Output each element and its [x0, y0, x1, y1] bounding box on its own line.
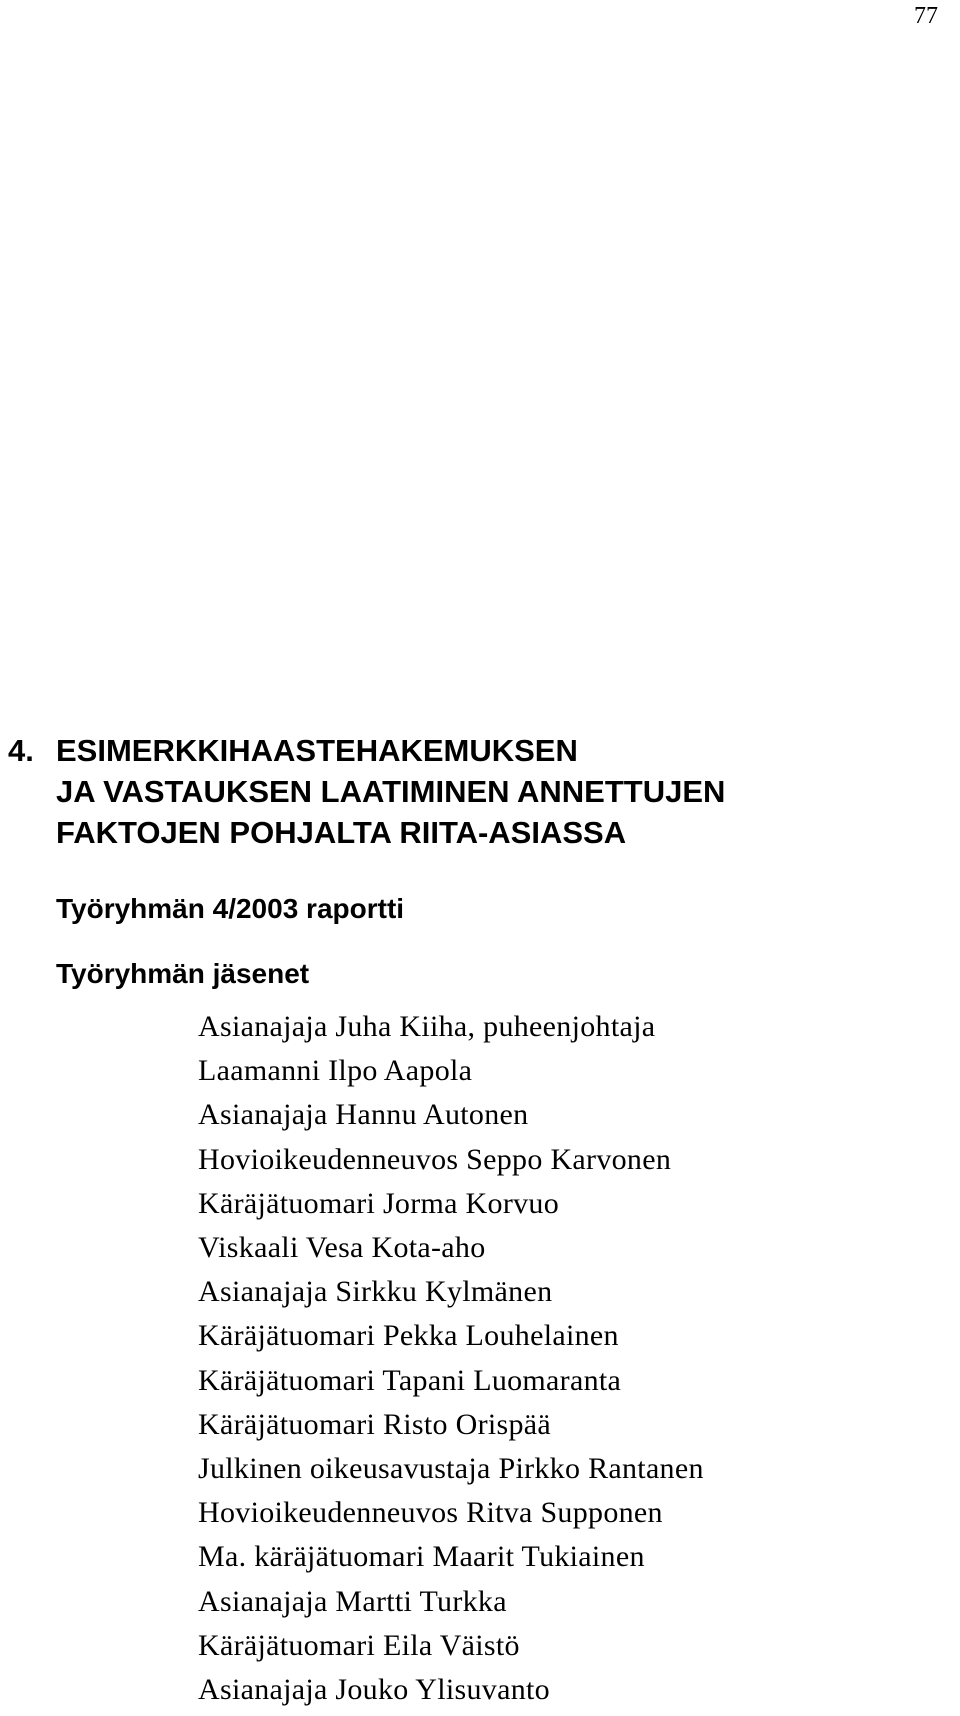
member-item: Käräjätuomari Risto Orispää — [198, 1407, 551, 1441]
chapter-heading — [8, 730, 908, 853]
member-item: Käräjätuomari Eila Väistö — [198, 1628, 520, 1662]
members-heading: Työryhmän jäsenet — [56, 958, 310, 989]
chapter-title-line: FAKTOJEN POHJALTA RIITA-ASIASSA — [56, 815, 627, 850]
member-item: Ma. käräjätuomari Maarit Tukiainen — [198, 1540, 645, 1574]
chapter-title-line: JA VASTAUKSEN LAATIMINEN ANNETTUJEN — [56, 774, 726, 809]
member-item: Julkinen oikeusavustaja Pirkko Rantanen — [198, 1452, 704, 1486]
member-item: Viskaali Vesa Kota-aho — [198, 1231, 486, 1265]
member-item: Asianajaja Juha Kiiha, puheenjohtaja — [198, 1010, 656, 1043]
member-item: Käräjätuomari Jorma Korvuo — [198, 1186, 560, 1220]
chapter-title-line: ESIMERKKIHAASTEHAKEMUKSEN — [56, 733, 578, 768]
chapter-title-lines — [56, 730, 725, 853]
member-item: Asianajaja Sirkku Kylmänen — [198, 1275, 553, 1309]
member-item: Laamanni Ilpo Aapola — [198, 1054, 473, 1088]
chapter-number: 4. — [8, 733, 34, 768]
member-item: Asianajaja Jouko Ylisuvanto — [198, 1673, 550, 1707]
report-title: Työryhmän 4/2003 raportti — [56, 893, 405, 924]
page-number: 77 — [914, 3, 938, 29]
member-item: Asianajaja Hannu Autonen — [198, 1098, 529, 1132]
members-list — [198, 1005, 704, 1712]
member-item: Käräjätuomari Pekka Louhelainen — [198, 1319, 619, 1353]
member-item: Hovioikeudenneuvos Seppo Karvonen — [198, 1142, 672, 1176]
member-item: Asianajaja Martti Turkka — [198, 1584, 507, 1618]
chapter-title — [8, 730, 908, 853]
member-item: Käräjätuomari Tapani Luomaranta — [198, 1363, 622, 1397]
member-item: Hovioikeudenneuvos Ritva Supponen — [198, 1496, 663, 1530]
